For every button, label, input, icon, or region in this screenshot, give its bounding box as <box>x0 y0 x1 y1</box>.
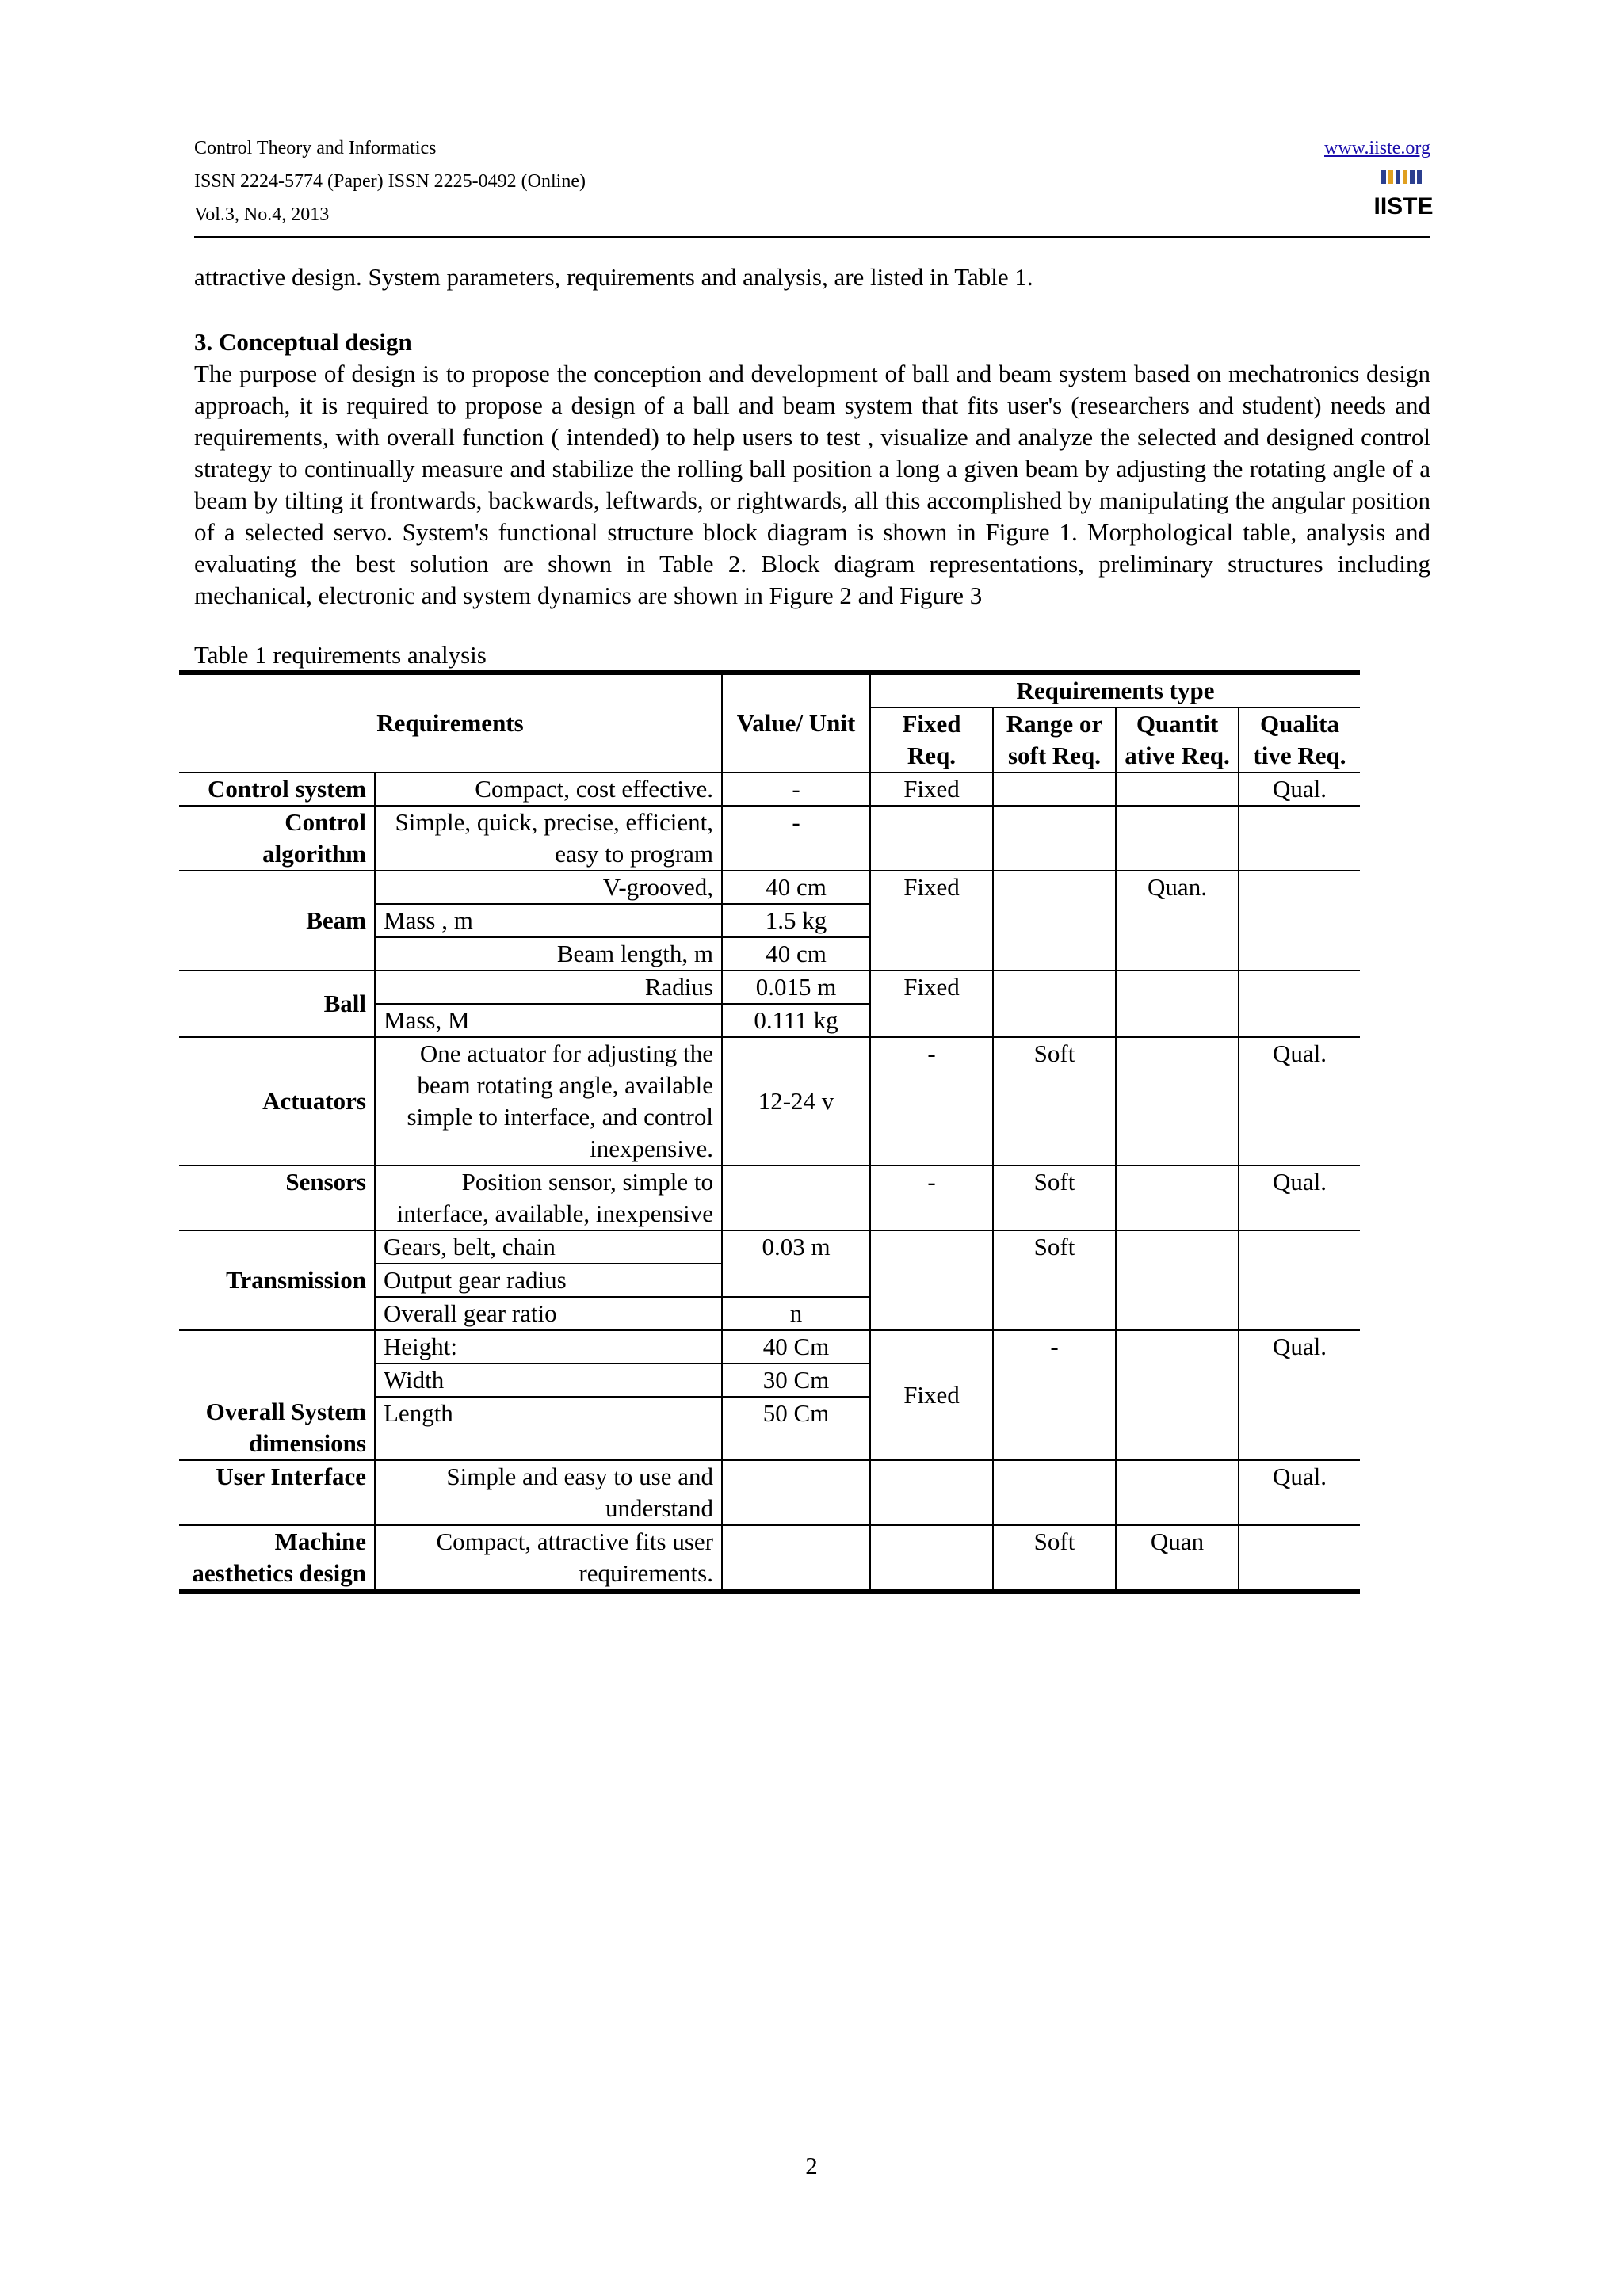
row-description: Simple, quick, precise, efficient, easy to program <box>375 806 722 871</box>
row-label: User Interface <box>179 1460 375 1525</box>
section-paragraph: The purpose of design is to propose the conception and development of ball and beam system based on mechatronics design approach, it is required to propose a design of a ball and beam system that fits user's (researchers and student) needs and requirements, with overall function ( intended) to help users to test , visualize and analyze the selected and designed control strategy to continually measure and stabilize the rolling ball position a long a given beam by adjusting the rotating angle of a beam by tilting it frontwards, backwards, leftwards, or rightwards, all this accomplished by manipulating the angular position of a selected servo. System's functional structure block diagram is shown in Figure 1. Morphological table, analysis and evaluating the best solution are shown in Table 2. Block diagram representations, preliminary structures including mechanical, electronic and system dynamics are shown in Figure 2 and Figure 3 <box>194 360 1430 609</box>
row-value: 40 cm <box>722 937 870 971</box>
row-label: Control algorithm <box>179 806 375 871</box>
journal-url-link[interactable]: www.iiste.org <box>1324 138 1430 158</box>
header-fixed: Fixed Req. <box>870 707 993 772</box>
cell-soft: Soft <box>993 1230 1116 1330</box>
row-value: 0.015 m <box>722 971 870 1004</box>
header-requirements: Requirements <box>179 673 722 772</box>
cell-qual <box>1239 971 1360 1037</box>
svg-text:IISTE: IISTE <box>1373 193 1434 219</box>
section-title: 3. Conceptual design <box>194 328 412 356</box>
journal-volume: Vol.3, No.4, 2013 <box>194 204 330 225</box>
table-header-row <box>179 673 1360 707</box>
table-caption: Table 1 requirements analysis <box>194 641 487 669</box>
row-value: 50 Cm <box>722 1397 870 1460</box>
cell-qual: Qual. <box>1239 1037 1360 1165</box>
cell-quant <box>1116 971 1239 1037</box>
row-value: 1.5 kg <box>722 904 870 937</box>
cell-quant <box>1116 1460 1239 1525</box>
cell-fixed <box>870 806 993 871</box>
page-header <box>194 136 1434 239</box>
journal-issn: ISSN 2224-5774 (Paper) ISSN 2225-0492 (Online) <box>194 171 586 192</box>
row-value: 40 Cm <box>722 1330 870 1363</box>
cell-fixed: Fixed <box>870 971 993 1037</box>
cell-quant <box>1116 1165 1239 1230</box>
row-value: n <box>722 1297 870 1330</box>
row-value: 0.111 kg <box>722 1004 870 1037</box>
row-description: Mass, M <box>375 1004 722 1037</box>
cell-fixed: Fixed <box>870 1330 993 1460</box>
row-label: Ball <box>179 971 375 1037</box>
cell-quant <box>1116 1230 1239 1330</box>
row-label: Transmission <box>179 1230 375 1330</box>
header-requirements-type: Requirements type <box>870 673 1360 707</box>
row-description: Position sensor, simple to interface, available, inexpensive <box>375 1165 722 1230</box>
row-description: Height: <box>375 1330 722 1363</box>
cell-fixed: Fixed <box>870 871 993 971</box>
row-description: V-grooved, <box>375 871 722 904</box>
page-number: 2 <box>805 2152 818 2180</box>
table-row <box>179 871 1360 904</box>
table-row <box>179 806 1360 871</box>
table-row <box>179 772 1360 806</box>
table-row <box>179 971 1360 1004</box>
header-qualitative: Qualita tive Req. <box>1239 707 1360 772</box>
cell-qual: Qual. <box>1239 1460 1360 1525</box>
row-description: Mass , m <box>375 904 722 937</box>
cell-soft <box>993 772 1116 806</box>
requirements-table <box>179 670 1360 1594</box>
cell-qual <box>1239 871 1360 971</box>
header-range-soft: Range or soft Req. <box>993 707 1116 772</box>
cell-soft: - <box>993 1330 1116 1460</box>
cell-soft <box>993 806 1116 871</box>
cell-fixed: - <box>870 1037 993 1165</box>
row-value: 30 Cm <box>722 1363 870 1397</box>
row-value: 12-24 v <box>722 1037 870 1165</box>
row-description: Radius <box>375 971 722 1004</box>
cell-soft: Soft <box>993 1037 1116 1165</box>
table-row <box>179 1230 1360 1264</box>
cell-qual <box>1239 806 1360 871</box>
row-value: - <box>722 772 870 806</box>
table-row <box>179 1037 1360 1165</box>
cell-fixed <box>870 1460 993 1525</box>
table-row <box>179 1165 1360 1230</box>
cell-qual: Qual. <box>1239 1165 1360 1230</box>
row-description: Length <box>375 1397 722 1460</box>
row-label: Sensors <box>179 1165 375 1230</box>
cell-qual: Qual. <box>1239 772 1360 806</box>
row-description: One actuator for adjusting the beam rotating angle, available simple to interface, and control inexpensive. <box>375 1037 722 1165</box>
iiste-logo <box>1373 168 1434 219</box>
cell-quant <box>1116 1330 1239 1460</box>
cell-soft <box>993 871 1116 971</box>
row-value <box>722 1460 870 1525</box>
header-divider <box>194 236 1430 238</box>
cell-soft: Soft <box>993 1165 1116 1230</box>
row-value: - <box>722 806 870 871</box>
journal-name: Control Theory and Informatics <box>194 138 437 158</box>
table-row <box>179 1525 1360 1592</box>
table-row <box>179 1330 1360 1363</box>
row-description: Beam length, m <box>375 937 722 971</box>
row-value: 40 cm <box>722 871 870 904</box>
cell-soft: Soft <box>993 1525 1116 1592</box>
cell-fixed <box>870 1525 993 1592</box>
cell-quant: Quan. <box>1116 871 1239 971</box>
header-quantitative: Quantit ative Req. <box>1116 707 1239 772</box>
cell-fixed: - <box>870 1165 993 1230</box>
row-description: Overall gear ratio <box>375 1297 722 1330</box>
row-description: Gears, belt, chain <box>375 1230 722 1264</box>
row-label: Overall System dimensions <box>179 1330 375 1460</box>
row-description: Simple and easy to use and understand <box>375 1460 722 1525</box>
row-label: Beam <box>179 871 375 971</box>
cell-qual <box>1239 1230 1360 1330</box>
cell-fixed <box>870 1230 993 1330</box>
row-value <box>722 1165 870 1230</box>
cell-quant: Quan <box>1116 1525 1239 1592</box>
intro-text: attractive design. System parameters, requirements and analysis, are listed in Table 1. <box>194 263 1033 291</box>
row-label: Actuators <box>179 1037 375 1165</box>
cell-qual <box>1239 1525 1360 1592</box>
header-value-unit: Value/ Unit <box>722 673 870 772</box>
cell-soft <box>993 1460 1116 1525</box>
row-description: Compact, attractive fits user requirements. <box>375 1525 722 1592</box>
row-description: Output gear radius <box>375 1264 722 1297</box>
row-label: Machine aesthetics design <box>179 1525 375 1592</box>
cell-fixed: Fixed <box>870 772 993 806</box>
cell-qual: Qual. <box>1239 1330 1360 1460</box>
row-value: 0.03 m <box>722 1230 870 1297</box>
row-description: Width <box>375 1363 722 1397</box>
cell-quant <box>1116 1037 1239 1165</box>
table-row <box>179 1460 1360 1525</box>
cell-quant <box>1116 806 1239 871</box>
cell-quant <box>1116 772 1239 806</box>
row-description: Compact, cost effective. <box>375 772 722 806</box>
row-label: Control system <box>179 772 375 806</box>
row-value <box>722 1525 870 1592</box>
cell-soft <box>993 971 1116 1037</box>
